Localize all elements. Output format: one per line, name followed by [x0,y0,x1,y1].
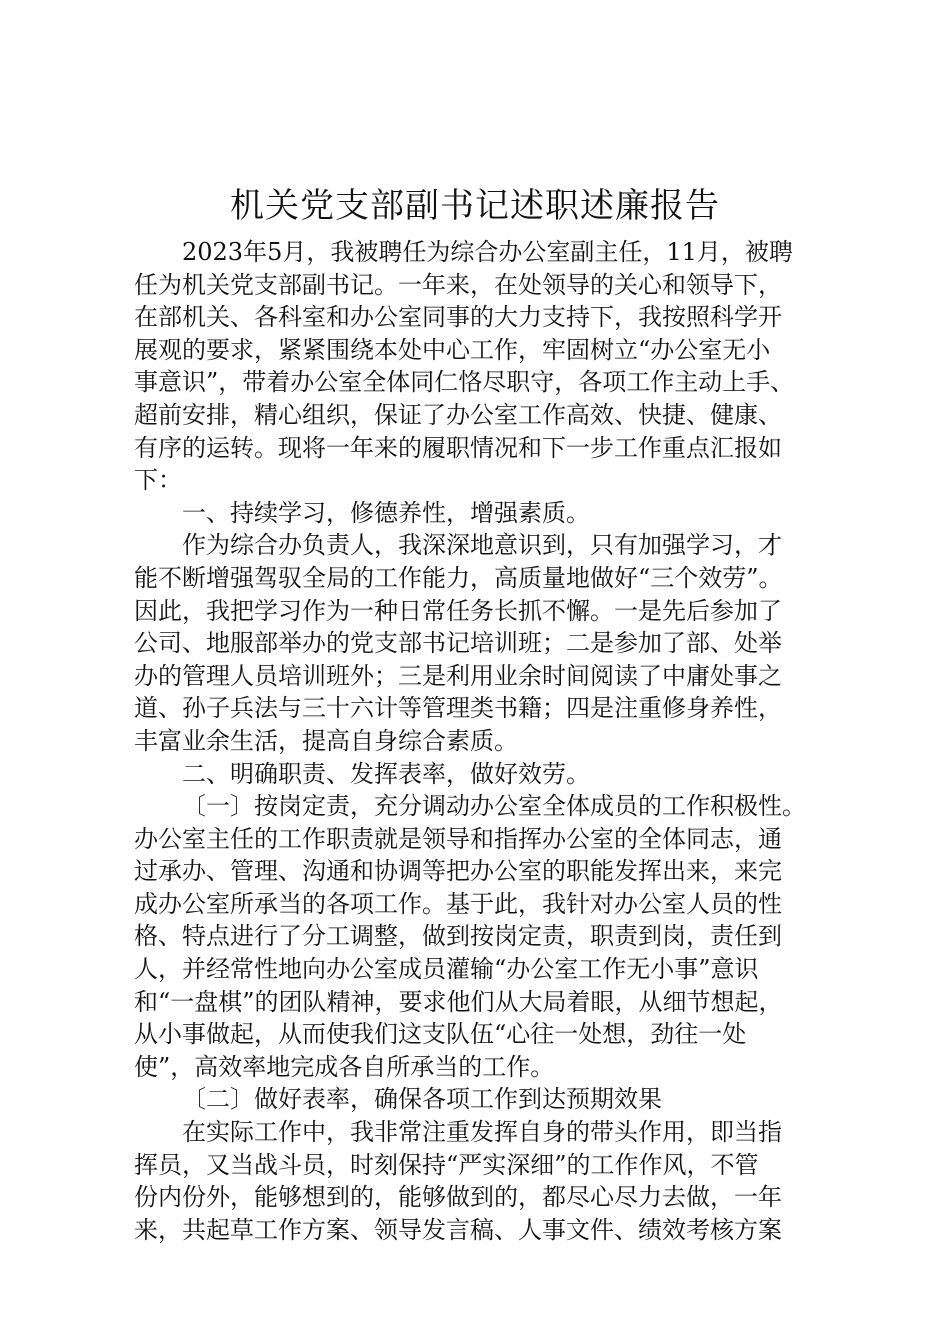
paragraph-line: 2023年5月，我被聘任为综合办公室副主任，11月，被聘 [182,238,793,266]
paragraph-line: 能不断增强驾驭全局的工作能力，高质量地做好“三个效劳”。 [134,563,783,592]
document-body [134,236,854,1246]
paragraph-line: 成办公室所承当的各项工作。基于此，我针对办公室人员的性 [134,889,782,918]
section-heading: 一、持续学习，修德养性，增强素质。 [182,498,590,527]
paragraph-line: 丰富业余生活，提高自身综合素质。 [134,726,518,755]
paragraph-line: 超前安排，精心组织，保证了办公室工作高效、快捷、健康、 [134,400,782,429]
paragraph-line: 事意识”，带着办公室全体同仁恪尽职守，各项工作主动上手、 [134,368,795,397]
paragraph-line: 作为综合办负责人，我深深地意识到，只有加强学习，才 [182,531,782,560]
document-title: 机关党支部副书记述职述廉报告 [230,186,720,226]
paragraph-line: 办公室主任的工作职责就是领导和指挥办公室的全体同志，通 [134,824,782,853]
paragraph-line: 使”，高效率地完成各自所承当的工作。 [134,1052,555,1081]
paragraph-line: 道、孙子兵法与三十六计等管理类书籍；四是注重修身养性， [134,694,782,723]
paragraph-line: 格、特点进行了分工调整，做到按岗定责，职责到岗，责任到 [134,922,782,951]
paragraph-line: 因此，我把学习作为一种日常任务长抓不懈。一是先后参加了 [134,596,782,625]
paragraph-line: 来，共起草工作方案、领导发言稿、人事文件、绩效考核方案 [134,1215,782,1244]
paragraph-line: 过承办、管理、沟通和协调等把办公室的职能发挥出来，来完 [134,857,782,886]
paragraph-line: 份内份外，能够想到的，能够做到的，都尽心尽力去做，一年 [134,1183,782,1212]
paragraph-line: 在部机关、各科室和办公室同事的大力支持下，我按照科学开 [134,303,782,332]
paragraph-line: 任为机关党支部副书记。一年来，在处领导的关心和领导下， [134,270,782,299]
subsection-heading: 〔一〕按岗定责，充分调动办公室全体成员的工作积极性。 [182,792,806,821]
paragraph-line: 从小事做起，从而使我们这支队伍“心往一处想，劲往一处 [134,1020,747,1049]
subsection-heading: 〔二〕做好表率，确保各项工作到达预期效果 [182,1085,662,1114]
paragraph-line: 展观的要求，紧紧围绕本处中心工作，牢固树立“办公室无小 [134,335,771,364]
paragraph-line: 在实际工作中，我非常注重发挥自身的带头作用，即当指 [182,1118,782,1147]
section-heading: 二、明确职责、发挥表率，做好效劳。 [182,759,590,788]
paragraph-line: 挥员，又当战斗员，时刻保持“严实深细”的工作作风，不管 [134,1150,759,1179]
paragraph-line: 办的管理人员培训班外；三是利用业余时间阅读了中庸处事之 [134,661,782,690]
paragraph-line: 公司、地服部举办的党支部书记培训班；二是参加了部、处举 [134,629,782,658]
paragraph-line: 下： [134,466,182,495]
paragraph-line: 有序的运转。现将一年来的履职情况和下一步工作重点汇报如 [134,433,782,462]
paragraph-line: 人，并经常性地向办公室成员灌输“办公室工作无小事”意识 [134,955,759,984]
paragraph-line: 和“一盘棋”的团队精神，要求他们从大局着眼，从细节想起， [134,987,783,1016]
